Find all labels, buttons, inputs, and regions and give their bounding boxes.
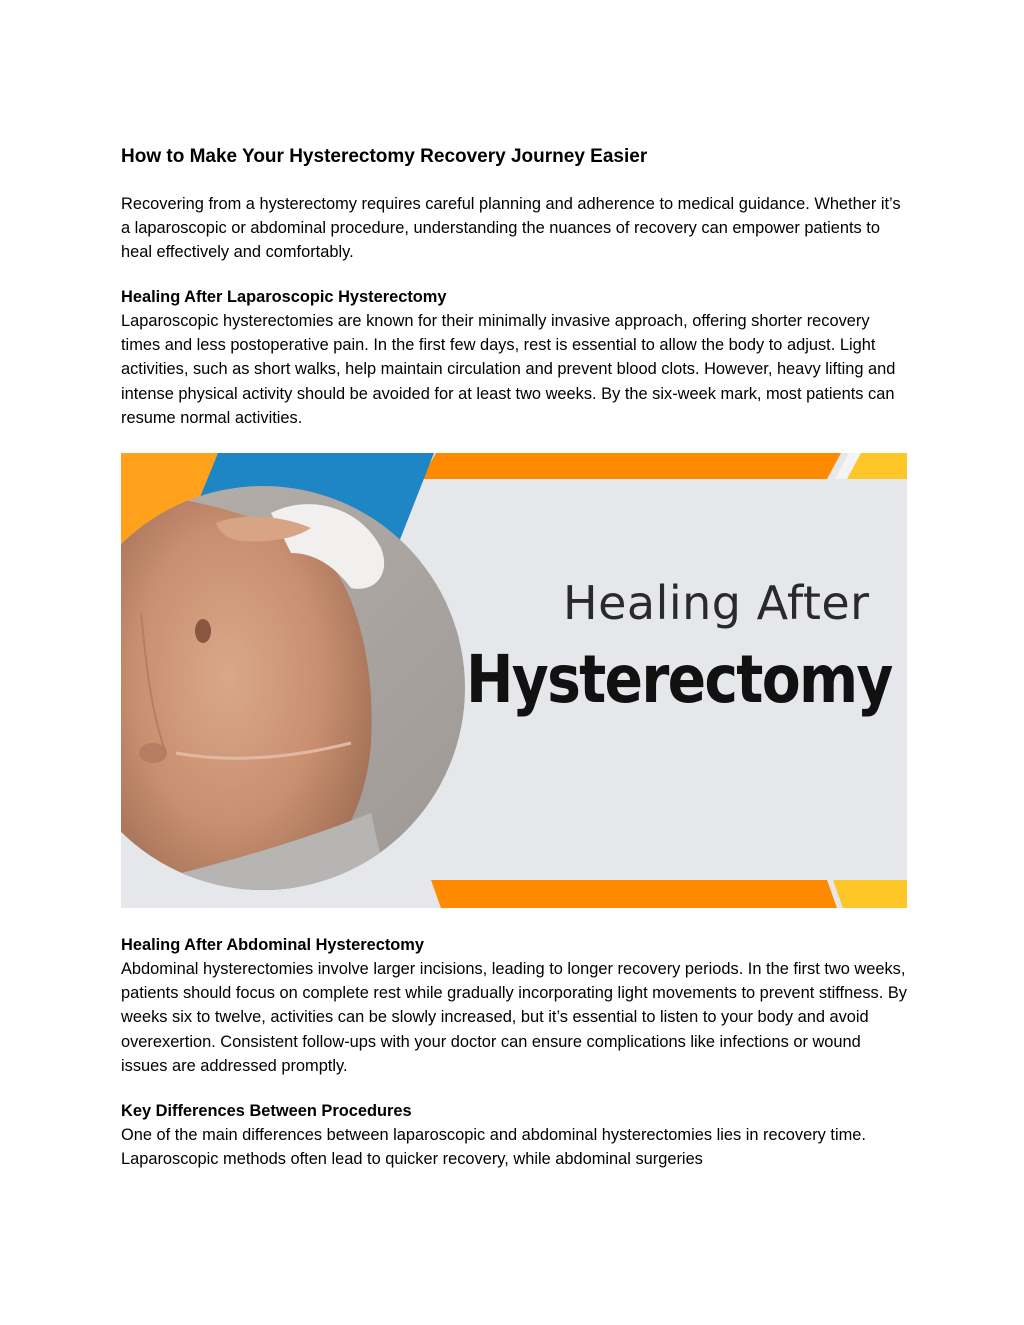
banner-heading-line1: Healing After <box>563 576 870 630</box>
healing-after-hysterectomy-banner <box>121 453 907 908</box>
section-heading-differences: Key Differences Between Procedures <box>121 1102 412 1120</box>
section-body-abdominal: Abdominal hysterectomies involve larger incisions, leading to longer recovery periods. In the first two weeks, patients should focus on complete rest while gradually incorporating light movements to prevent stiffness. By weeks six to twelve, activities can be slowly increased, but it’s essential to listen to your body and avoid overexertion. Consistent follow-ups with your doctor can ensure complications like infections or wound issues are addressed promptly. <box>121 960 907 1075</box>
section-heading-abdominal: Healing After Abdominal Hysterectomy <box>121 936 424 954</box>
banner-heading-line2: Hysterectomy <box>466 641 892 718</box>
section-body-differences: One of the main differences between laparoscopic and abdominal hysterectomies lies in recovery time. Laparoscopic methods often lead to quicker recovery, while abdominal surgeries <box>121 1126 866 1169</box>
bottom-orange-stripe <box>431 880 837 908</box>
intro-paragraph: Recovering from a hysterectomy requires careful planning and adherence to medical guidance. Whether it’s a laparoscopic or abdominal procedure, understanding the nuances of recovery can empower patients to heal effectively and comfortably. <box>121 195 901 262</box>
top-orange-stripe <box>421 453 841 479</box>
bottom-yellow-stripe <box>833 880 907 908</box>
document-title: How to Make Your Hysterectomy Recovery Journey Easier <box>121 146 648 167</box>
section-body-laparoscopic: Laparoscopic hysterectomies are known for their minimally invasive approach, offering shorter recovery times and less postoperative pain. In the first few days, rest is essential to allow the body to adjust. Light activities, such as short walks, help maintain circulation and prevent blood clots. However, heavy lifting and intense physical activity should be avoided for at least two weeks. By the six-week mark, most patients can resume normal activities. <box>121 312 896 427</box>
section-heading-laparoscopic: Healing After Laparoscopic Hysterectomy <box>121 288 447 306</box>
